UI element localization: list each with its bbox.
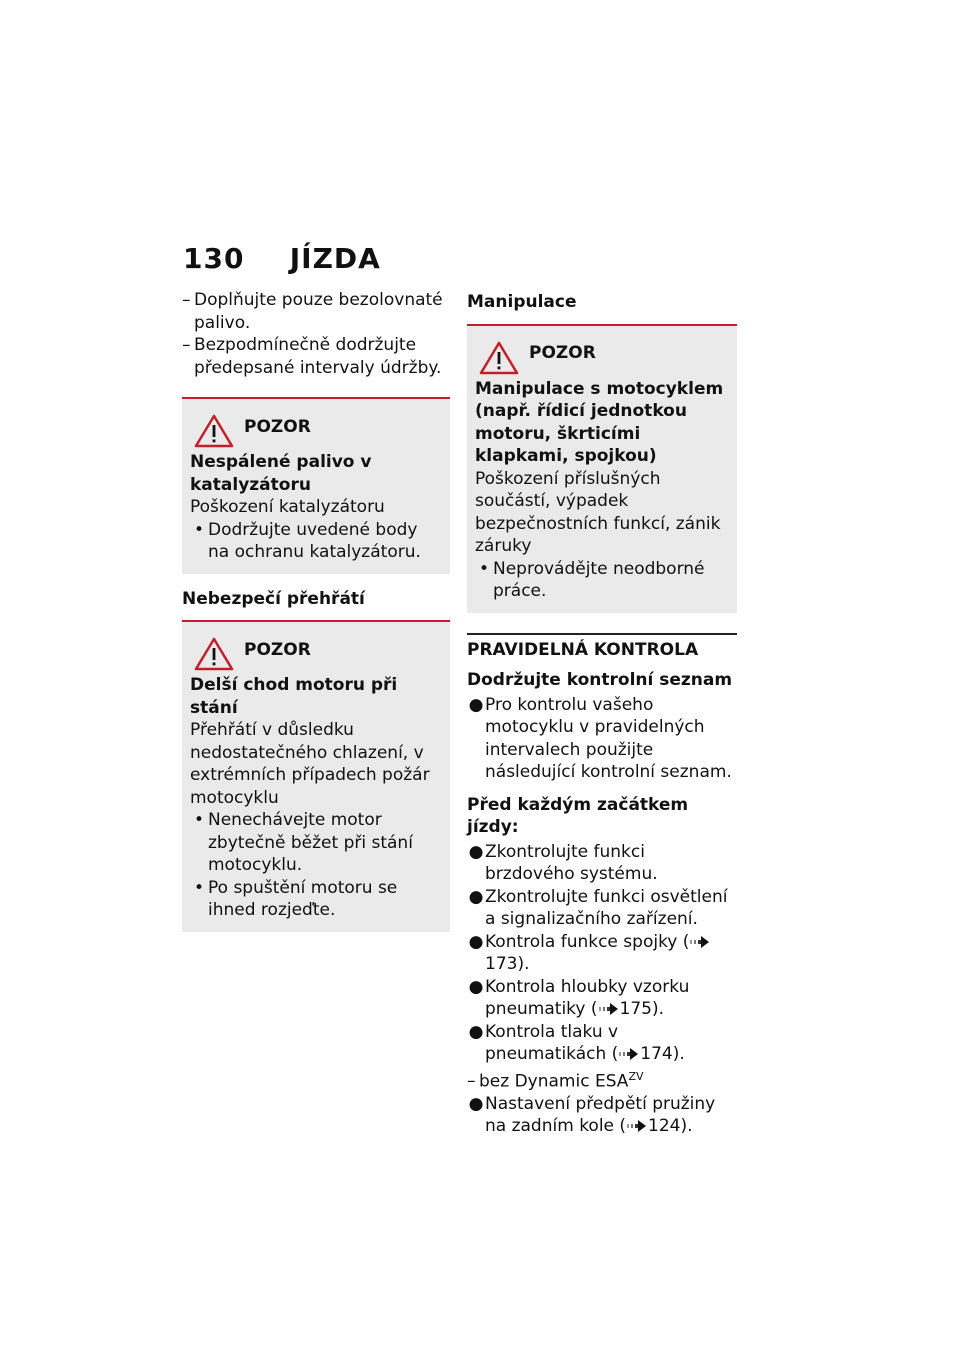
warning-box-manipulation xyxy=(467,324,737,613)
page-ref[interactable]: 124 xyxy=(648,1116,681,1137)
warning-label: POZOR xyxy=(244,639,311,660)
before-ride-title: Před každým začátkem jízdy: xyxy=(467,794,689,837)
section-title-manipulation: Manipulace xyxy=(467,292,577,312)
warning-triangle-icon xyxy=(194,414,234,448)
warning-triangle-icon xyxy=(194,637,234,671)
warning-text: Poškození katalyzátoru xyxy=(190,497,385,517)
page-number: 130 xyxy=(183,242,245,275)
page-header xyxy=(183,242,381,275)
page-ref-arrow-icon xyxy=(626,1120,648,1132)
list-item: • Po spuštění motoru se ihned rozjeďte. xyxy=(193,877,398,920)
right-column xyxy=(467,289,737,1138)
warning-triangle-icon xyxy=(479,341,519,375)
page-ref[interactable]: 173 xyxy=(485,954,518,974)
warning-label: POZOR xyxy=(244,416,311,437)
chapter-title: JÍZDA xyxy=(289,242,381,275)
page-ref-arrow-icon xyxy=(689,936,711,948)
intro-item: – Bezpodmínečně dodržujte předepsané intervaly údržby. xyxy=(182,335,442,378)
list-item: • Dodržujte uvedené body na ochranu katalyzátoru. xyxy=(193,519,421,562)
warning-title: Manipulace s motocyklem (např. řídicí jednotkou motoru, škrticími klapkami, spojkou) xyxy=(475,378,724,466)
warning-text: Poškození příslušných součástí, výpadek bezpečnostních funkcí, zánik záruky xyxy=(475,468,721,556)
list-item: ●Pro kontrolu vašeho motocyklu v pravidelných intervalech použijte následující kontrolní seznam. xyxy=(468,694,732,782)
list-item: ●Kontrola hloubky vzorku pneumatiky ( 175). xyxy=(468,976,690,1019)
list-item: ●Kontrola funkce spojky (173). xyxy=(467,931,737,976)
warning-title: Delší chod motoru při stání xyxy=(190,675,398,718)
list-item: • Nenechávejte motor zbytečně běžet při stání motocyklu. xyxy=(193,810,413,875)
list-item: • Neprovádějte neodborné práce. xyxy=(478,558,705,601)
page-ref[interactable]: 174 xyxy=(640,1044,673,1064)
list-item: ●Zkontrolujte funkci osvětlení a signalizačního zařízení. xyxy=(468,886,728,929)
page-ref-arrow-icon xyxy=(598,1003,620,1015)
condition-superscript: ZV xyxy=(628,1069,644,1083)
subsection-title: Dodržujte kontrolní seznam xyxy=(467,670,733,690)
warning-box-overheat xyxy=(182,620,450,932)
warning-title: Nespálené palivo v katalyzátoru xyxy=(190,452,372,495)
warning-label: POZOR xyxy=(529,343,596,364)
left-column xyxy=(182,289,450,932)
list-item: ●Kontrola tlaku v pneumatikách ( 174). xyxy=(468,1021,685,1064)
warning-box-catalyst xyxy=(182,397,450,574)
condition-item: – bez Dynamic $ESA^{ZV}$ xyxy=(467,1069,644,1092)
warning-text: Přehřátí v důsledku nedostatečného chlazení, v extrémních případech požár motocyklu xyxy=(190,720,430,808)
intro-item: – Doplňujte pouze bezolovnaté palivo. xyxy=(182,290,443,333)
section-title-overheat: Nebezpečí přehřátí xyxy=(182,588,365,609)
list-item: ●Zkontrolujte funkci brzdového systému. xyxy=(468,841,658,884)
section-title-regular-check: PRAVIDELNÁ KONTROLA xyxy=(467,633,737,662)
page-ref[interactable]: 175 xyxy=(619,999,652,1019)
list-item: ●Nastavení předpětí pružiny na zadním kole ( 124). xyxy=(468,1093,716,1137)
page-ref-arrow-icon xyxy=(618,1048,640,1060)
